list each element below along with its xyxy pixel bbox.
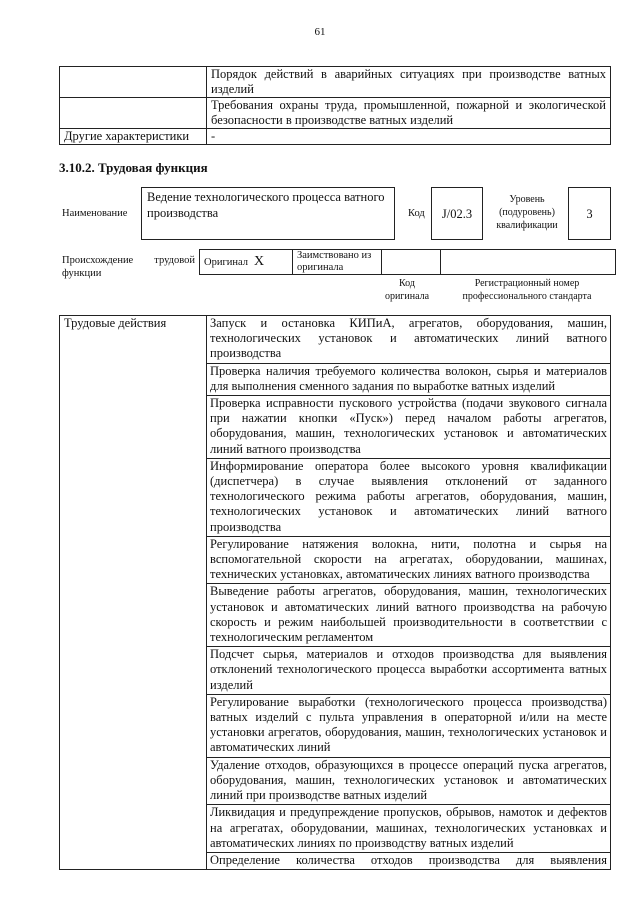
row-text: Требования охраны труда, промышленной, пожарной и экологической безопасности в производстве ватных изделий bbox=[207, 98, 611, 129]
labor-action-item: Подсчет сырья, материалов и отходов производства для выявления отклонений технологического процесса выработки ассортимента ватных изделий bbox=[207, 647, 611, 695]
labor-action-item: Выведение работы агрегатов, оборудования, машин, технологических установок и автоматических линий ватного производства на рабочую скорость и режим наибольшей производительности в соответствии с технологическим регламентом bbox=[207, 584, 611, 647]
page-number: 61 bbox=[314, 26, 326, 38]
labor-actions-label: Трудовые действия bbox=[60, 316, 207, 870]
qualification-level-label: Уровень (подуровень) квалификации bbox=[496, 194, 558, 231]
function-name-label: Наименование bbox=[62, 208, 128, 219]
row-text: Порядок действий в аварийных ситуациях при производстве ватных изделий bbox=[207, 67, 611, 98]
labor-action-item: Удаление отходов, образующихся в процессе операций пуска агрегатов, оборудования, машин, технологических установок и автоматических линий при производстве ватных изделий bbox=[207, 757, 611, 805]
origin-label-line2: функции bbox=[62, 268, 102, 279]
table-row bbox=[60, 67, 611, 98]
labor-action-item: Запуск и остановка КИПиА, агрегатов, оборудования, машин, технологических установок и автоматических линий ватного производства bbox=[207, 316, 611, 364]
top-table bbox=[59, 66, 611, 145]
original-label: Оригинал bbox=[204, 257, 248, 268]
row-text: - bbox=[207, 129, 611, 145]
borrowed-label: Заимствовано из оригинала bbox=[293, 250, 382, 275]
row-label: Другие характеристики bbox=[60, 129, 207, 145]
original-mark: X bbox=[254, 254, 265, 269]
labor-action-item: Регулирование выработки (технологического процесса производства) ватных изделий с пульта управления в операторной и/или на месте установки агрегатов, оборудования, машин, технологических установок и автоматических линий bbox=[207, 694, 611, 757]
labor-actions-table bbox=[59, 315, 611, 870]
table-row bbox=[60, 316, 611, 364]
function-code-value: J/02.3 bbox=[431, 187, 483, 240]
origin-label-word1: Происхождение bbox=[62, 255, 134, 266]
function-name-value: Ведение технологического процесса ватного производства bbox=[141, 187, 395, 240]
registration-number-cell bbox=[441, 250, 616, 275]
origin-label bbox=[62, 254, 195, 280]
row-label bbox=[60, 98, 207, 129]
original-code-label: Код оригинала bbox=[384, 278, 430, 302]
origin-table bbox=[199, 249, 616, 275]
labor-action-item: Ликвидация и предупреждение пропусков, обрывов, намоток и дефектов на агрегатах, оборудовании, машинах, технологических установках и автоматических линиях по производству ватных изделий bbox=[207, 805, 611, 853]
section-title: 3.10.2. Трудовая функция bbox=[59, 160, 208, 175]
table-row bbox=[200, 250, 616, 275]
labor-action-item: Проверка исправности пускового устройства (подачи звукового сигнала при нажатии кнопки «Пуск») перед началом работы агрегатов, оборудования, машин, технологических установок и автоматических линий ватного производства bbox=[207, 396, 611, 459]
original-code-cell bbox=[382, 250, 441, 275]
labor-action-item: Проверка наличия требуемого количества волокон, сырья и материалов для выполнения сменного задания по выработке ватных изделий bbox=[207, 363, 611, 395]
qualification-level-value: 3 bbox=[568, 187, 611, 240]
labor-action-item: Определение количества отходов производства для выявления bbox=[207, 852, 611, 869]
table-row bbox=[60, 129, 611, 145]
function-code-label: Код bbox=[408, 208, 425, 219]
origin-label-word2: трудовой bbox=[154, 255, 195, 266]
row-label bbox=[60, 67, 207, 98]
labor-action-item: Информирование оператора более высокого уровня квалификации (диспетчера) в случае выявления отклонений от заданного технологического режима работы агрегатов, оборудования, машин, технологических установок и автоматических линий ватного производства bbox=[207, 458, 611, 536]
labor-action-item: Регулирование натяжения волокна, нити, полотна и сырья на вспомогательной скорости на агрегатах, оборудовании, машинах, технических установках, автоматических линиях ватного производства bbox=[207, 536, 611, 584]
registration-number-label: Регистрационный номер профессионального стандарта bbox=[462, 278, 592, 302]
original-cell bbox=[200, 250, 293, 275]
table-row bbox=[60, 98, 611, 129]
